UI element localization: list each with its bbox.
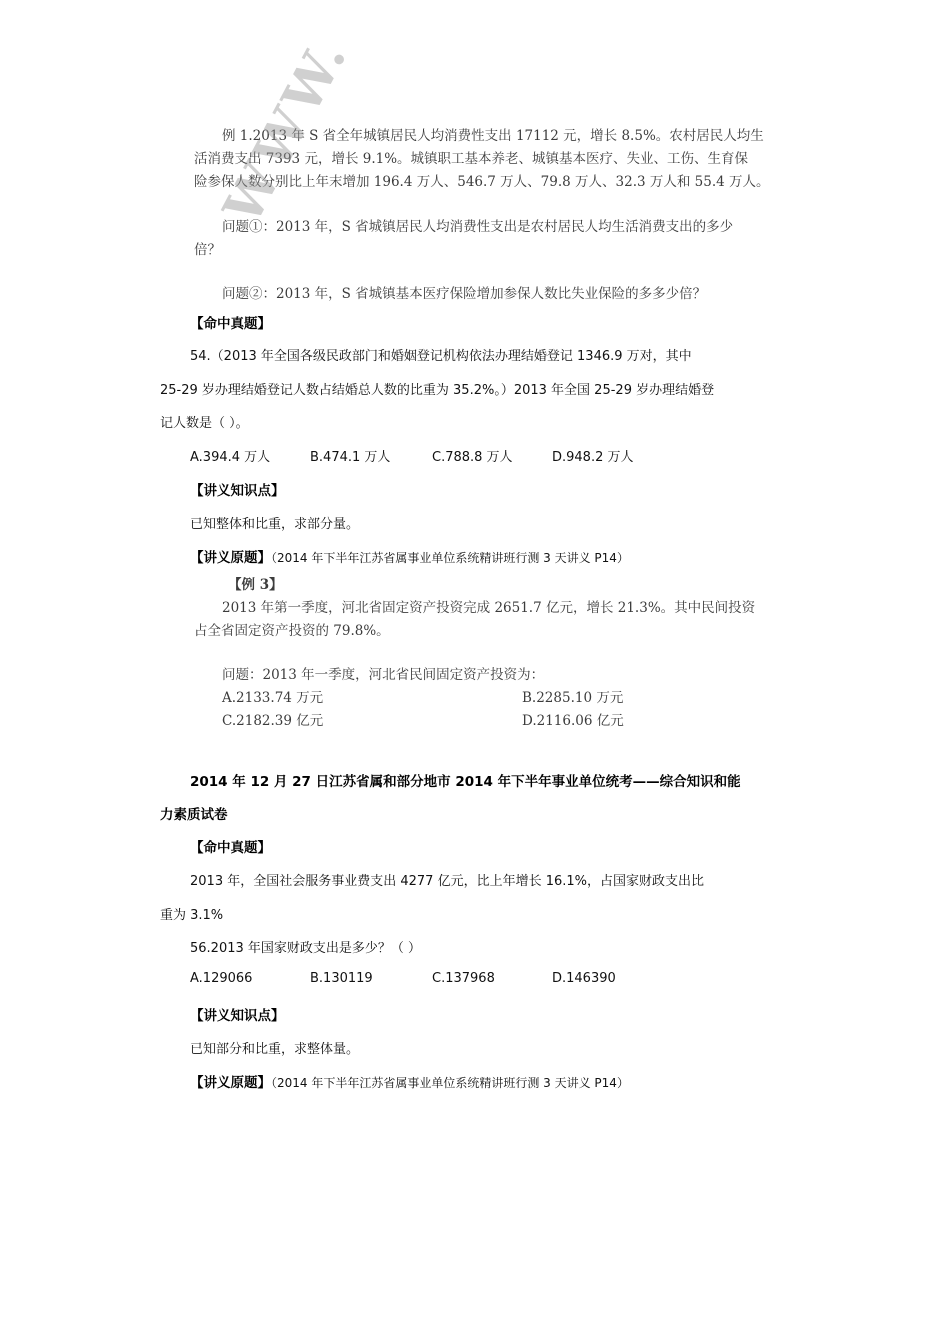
question1-line-1: 问题①：2013 年，S 省城镇居民人均消费性支出是农村居民人均生活消费支出的多少 (222, 219, 734, 235)
q56-option-d: D.146390 (552, 971, 616, 986)
q56-stem-line-1: 2013 年，全国社会服务事业费支出 4277 亿元，比上年增长 16.1%，占国家财政支出比 (190, 874, 704, 889)
q54-option-c: C.788.8 万人 (432, 450, 513, 465)
example3-option-a: A.2133.74 万元 (222, 690, 324, 706)
original-header-1: 【讲义原题】 (190, 550, 271, 566)
q54-line-3: 记人数是（ ）。 (160, 416, 249, 431)
q56-option-c: C.137968 (432, 971, 495, 986)
example1-line-3: 险参保人数分别比上年末增加 196.4 万人、546.7 万人、79.8 万人、32.3 万人和 55.4 万人。 (194, 174, 770, 190)
original-source-1: （2014 年下半年江苏省属事业单位系统精讲班行测 3 天讲义 P14） (271, 551, 629, 565)
original-source-2: （2014 年下半年江苏省属事业单位系统精讲班行测 3 天讲义 P14） (271, 1076, 629, 1090)
knowledge-text-1: 已知整体和比重，求部分量。 (190, 517, 360, 532)
knowledge-header-1: 【讲义知识点】 (190, 483, 285, 499)
watermark: WWW. (212, 27, 361, 234)
exam-title-line-2: 力素质试卷 (160, 807, 228, 823)
exam-title-line-1: 2014 年 12 月 27 日江苏省属和部分地市 2014 年下半年事业单位统考——综合知识和能 (190, 774, 741, 790)
q54-option-b: B.474.1 万人 (310, 450, 391, 465)
knowledge-text-2: 已知部分和比重，求整体量。 (190, 1042, 360, 1057)
hit-header-2: 【命中真题】 (190, 840, 271, 856)
example3-line-1: 2013 年第一季度，河北省固定资产投资完成 2651.7 亿元，增长 21.3%。其中民间投资 (222, 600, 756, 616)
q56-option-a: A.129066 (190, 971, 253, 986)
example3-question: 问题：2013 年一季度，河北省民间固定资产投资为： (222, 667, 545, 683)
q56-option-b: B.130119 (310, 971, 373, 986)
example1-line-2: 活消费支出 7393 元，增长 9.1%。城镇职工基本养老、城镇基本医疗、失业、工伤、生育保 (194, 151, 749, 167)
hit-header-1: 【命中真题】 (190, 316, 271, 332)
q54-option-d: D.948.2 万人 (552, 450, 634, 465)
original-header-2: 【讲义原题】 (190, 1075, 271, 1091)
q56-question: 56.2013 年国家财政支出是多少？（ ） (190, 941, 422, 956)
q54-line-1: 54.（2013 年全国各级民政部门和婚姻登记机构依法办理结婚登记 1346.9 万对，其中 (190, 349, 692, 364)
q54-line-2: 25-29 岁办理结婚登记人数占结婚总人数的比重为 35.2%。）2013 年全国 25-29 岁办理结婚登 (160, 383, 715, 398)
example3-option-c: C.2182.39 亿元 (222, 713, 324, 729)
example3-option-b: B.2285.10 万元 (522, 690, 624, 706)
original-line-1 (190, 546, 629, 566)
q54-option-a: A.394.4 万人 (190, 450, 271, 465)
example3-line-2: 占全省固定资产投资的 79.8%。 (194, 623, 390, 639)
q56-stem-line-2: 重为 3.1% (160, 908, 224, 923)
example1-line-1: 例 1.2013 年 S 省全年城镇居民人均消费性支出 17112 元，增长 8.5%。农村居民人均生 (222, 128, 764, 144)
original-line-2 (190, 1071, 629, 1091)
example3-label: 【例 3】 (228, 577, 283, 593)
question1-line-2: 倍？ (194, 242, 221, 258)
question2: 问题②：2013 年，S 省城镇基本医疗保险增加参保人数比失业保险的多多少倍？ (222, 286, 707, 302)
example3-option-d: D.2116.06 亿元 (522, 713, 624, 729)
knowledge-header-2: 【讲义知识点】 (190, 1008, 285, 1024)
